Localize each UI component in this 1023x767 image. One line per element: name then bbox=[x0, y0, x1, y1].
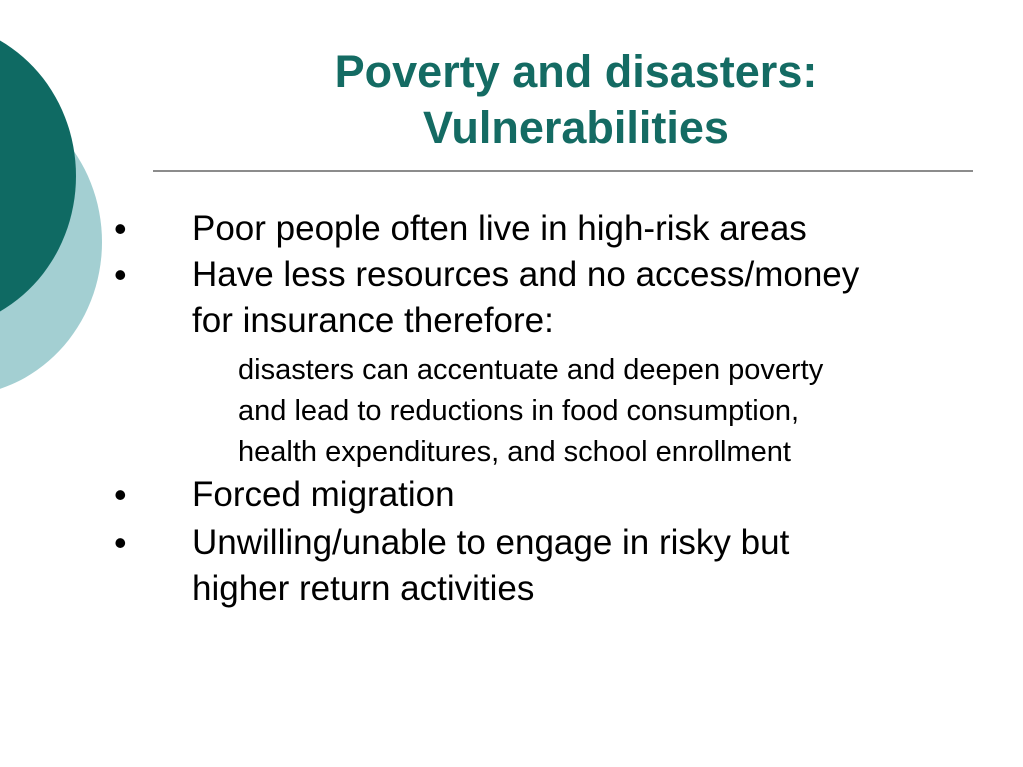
bullet-4-line-2: higher return activities bbox=[192, 569, 535, 608]
title-line-2: Vulnerabilities bbox=[423, 102, 729, 153]
bullet-4-line-1: Unwilling/unable to engage in risky but bbox=[192, 523, 790, 562]
sub-point-line-3: health expenditures, and school enrollment bbox=[238, 436, 791, 468]
bullet-marker: • bbox=[114, 522, 127, 563]
sub-point-line-2: and lead to reductions in food consumption, bbox=[238, 395, 800, 427]
title-line-1: Poverty and disasters: bbox=[334, 46, 818, 97]
bullet-marker: • bbox=[114, 474, 127, 515]
bullet-1-line-1: Poor people often live in high-risk areas bbox=[192, 209, 807, 248]
bullet-marker: • bbox=[114, 208, 127, 249]
sub-point-line-1: disasters can accentuate and deepen poverty bbox=[238, 354, 824, 386]
bullet-2-line-1: Have less resources and no access/money bbox=[192, 255, 860, 294]
bullet-2-line-2: for insurance therefore: bbox=[192, 301, 554, 340]
bullet-marker: • bbox=[114, 254, 127, 295]
bullet-3-line-1: Forced migration bbox=[192, 475, 455, 514]
